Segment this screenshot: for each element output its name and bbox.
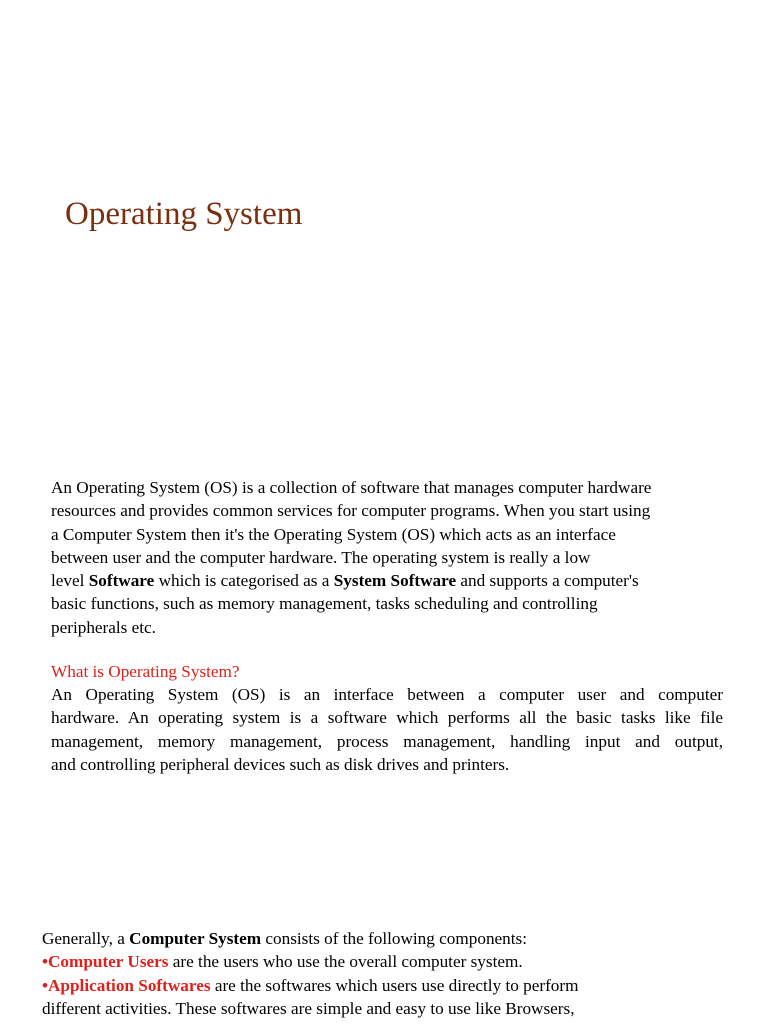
intro-text: level bbox=[51, 571, 89, 591]
computer-system-term: Computer System bbox=[129, 929, 262, 948]
computer-users-term: •Computer Users bbox=[42, 952, 169, 972]
intro-line bbox=[51, 569, 741, 592]
application-softwares-term: •Application Softwares bbox=[42, 975, 211, 995]
components-paragraph bbox=[42, 927, 742, 1020]
components-line bbox=[42, 974, 742, 997]
intro-line: peripherals etc. bbox=[51, 617, 156, 637]
intro-paragraph bbox=[51, 476, 741, 639]
intro-line: a Computer System then it's the Operating System (OS) which acts as an interface bbox=[51, 524, 616, 544]
components-text: consists of the following components: bbox=[261, 929, 527, 948]
components-line bbox=[42, 927, 742, 950]
components-line: different activities. These softwares are simple and easy to use like Browsers, bbox=[42, 998, 575, 1018]
page-title: Operating System bbox=[65, 196, 303, 232]
question-heading: What is Operating System? bbox=[51, 662, 240, 681]
intro-text: and supports a computer's bbox=[456, 571, 639, 591]
answer-paragraph bbox=[51, 683, 723, 776]
answer-line: hardware. An operating system is a software which performs all the basic tasks like file bbox=[51, 708, 723, 728]
answer-line: An Operating System (OS) is an interface between a computer user and computer bbox=[51, 685, 723, 704]
components-line bbox=[42, 950, 742, 973]
components-text: Generally, a bbox=[42, 929, 130, 948]
intro-line: An Operating System (OS) is a collection of software that manages computer hardware bbox=[51, 478, 652, 497]
intro-line: resources and provides common services for computer programs. When you start using bbox=[51, 501, 651, 521]
intro-line: between user and the computer hardware. The operating system is really a low bbox=[51, 547, 591, 567]
intro-line: basic functions, such as memory management, tasks scheduling and controlling bbox=[51, 594, 598, 614]
intro-text: which is categorised as a bbox=[154, 571, 334, 591]
answer-line: management, memory management, process management, handling input and output, bbox=[51, 731, 723, 751]
components-text: are the users who use the overall computer system. bbox=[168, 952, 523, 972]
components-text: are the softwares which users use directly to perform bbox=[210, 975, 579, 995]
system-software-term: System Software bbox=[333, 571, 457, 591]
answer-line: and controlling peripheral devices such as disk drives and printers. bbox=[51, 754, 510, 774]
software-term: Software bbox=[88, 571, 155, 591]
